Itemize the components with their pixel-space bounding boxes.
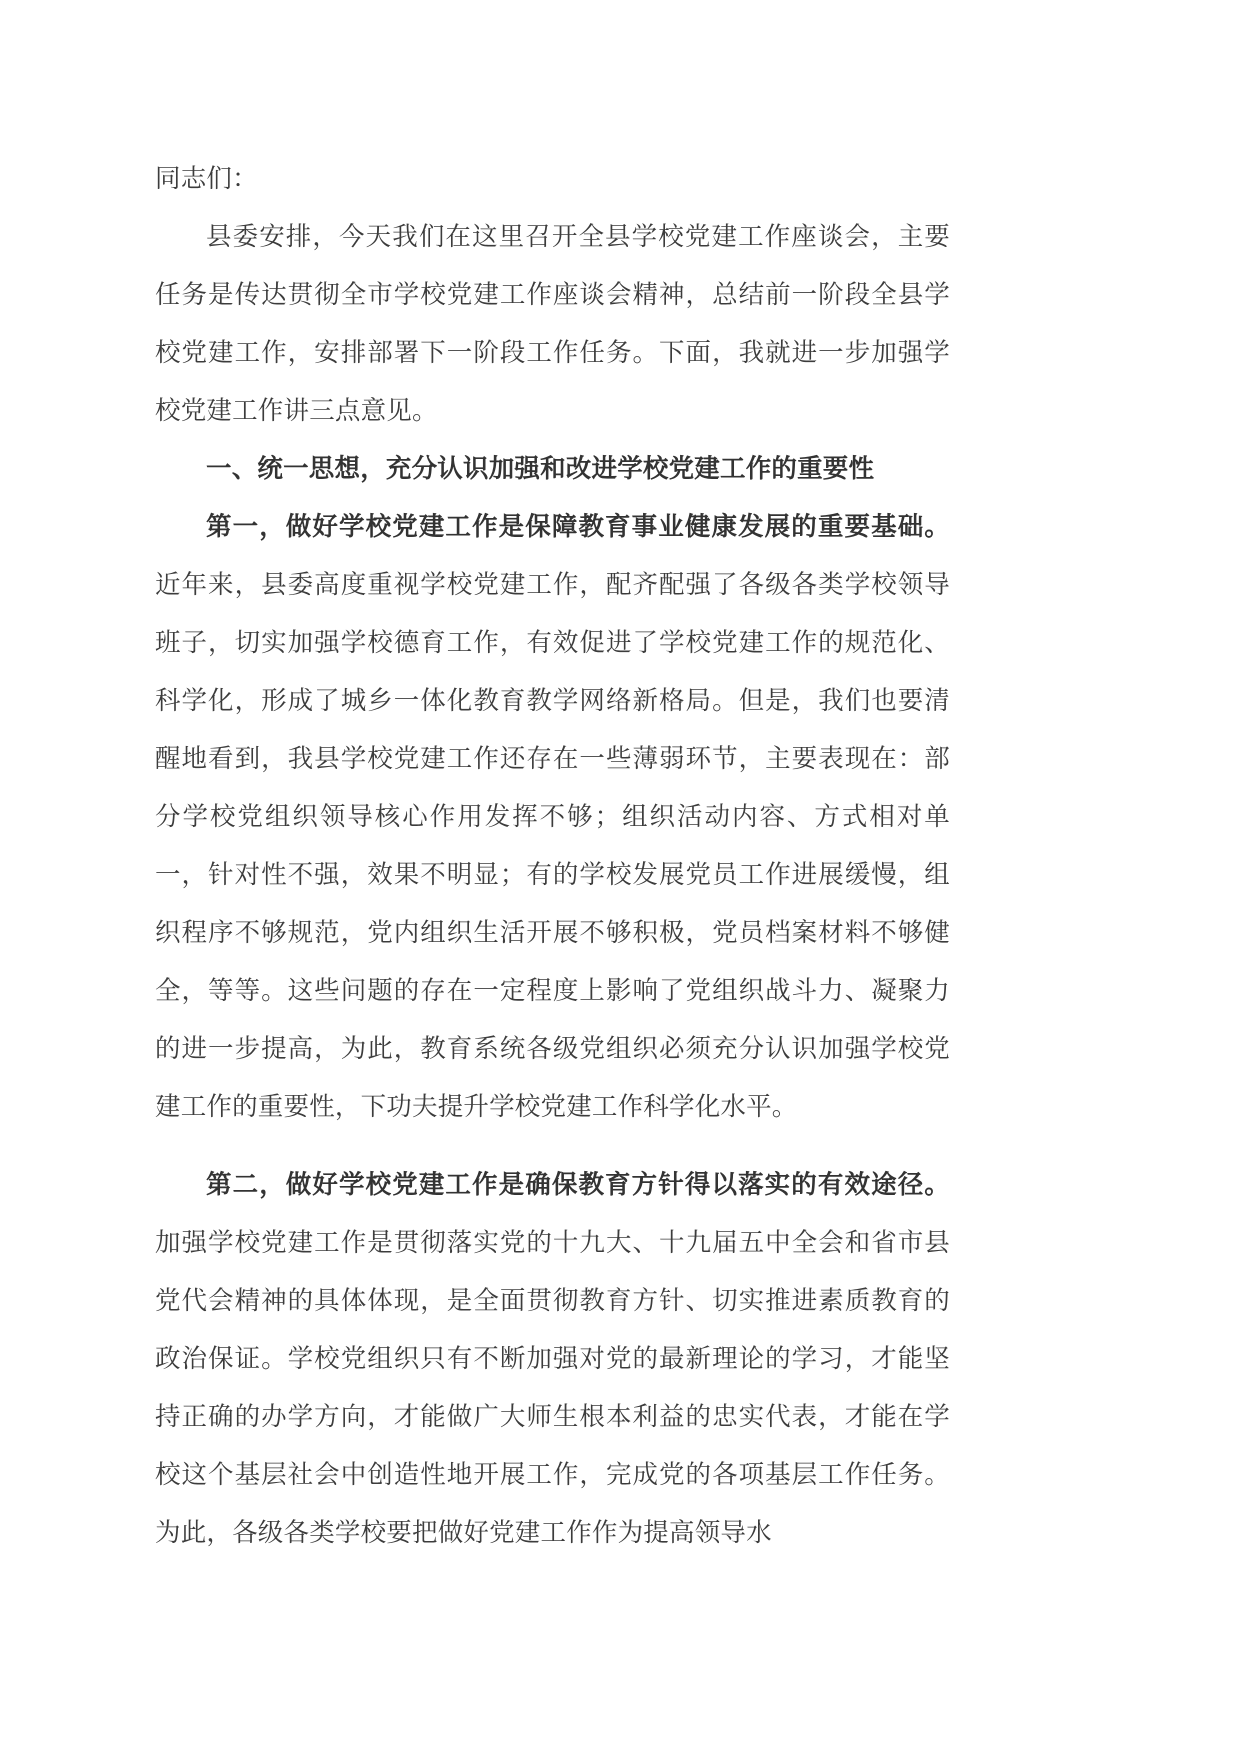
- salutation: 同志们：: [155, 165, 258, 193]
- paragraph-point-one: [155, 498, 950, 1136]
- point-one-text: 近年来，县委高度重视学校党建工作，配齐配强了各级各类学校领导班子，切实加强学校德育工作，有效促进了学校党建工作的规范化、科学化，形成了城乡一体化教育教学网络新格局。但是，我们也要清醒地看到，我县学校党建工作还存在一些薄弱环节，主要表现在：部分学校党组织领导核心作用发挥不够；组织活动内容、方式相对单一，针对性不强，效果不明显；有的学校发展党员工作进展缓慢，组织程序不够规范，党内组织生活开展不够积极，党员档案材料不够健全，等等。这些问题的存在一定程度上影响了党组织战斗力、凝聚力的进一步提高，为此，教育系统各级党组织必须充分认识加强学校党建工作的重要性，下功夫提升学校党建工作科学化水平。: [155, 571, 950, 1121]
- point-two-text: 加强学校党建工作是贯彻落实党的十九大、十九届五中全会和省市县党代会精神的具体体现，是全面贯彻教育方针、切实推进素质教育的政治保证。学校党组织只有不断加强对党的最新理论的学习，才能坚持正确的办学方向，才能做广大师生根本利益的忠实代表，才能在学校这个基层社会中创造性地开展工作，完成党的各项基层工作任务。为此，各级各类学校要把做好党建工作作为提高领导水: [155, 1229, 950, 1547]
- paragraph-point-two: [155, 1156, 950, 1562]
- document-body: [155, 150, 950, 1562]
- point-one-lead: 第一，做好学校党建工作是保障教育事业健康发展的重要基础。: [206, 513, 950, 541]
- paragraph-intro: 县委安排，今天我们在这里召开全县学校党建工作座谈会，主要任务是传达贯彻全市学校党建工作座谈会精神，总结前一阶段全县学校党建工作，安排部署下一阶段工作任务。下面，我就进一步加强学校党建工作讲三点意见。: [155, 223, 950, 425]
- section-heading-one: 一、统一思想，充分认识加强和改进学校党建工作的重要性: [206, 455, 875, 483]
- point-two-lead: 第二，做好学校党建工作是确保教育方针得以落实的有效途径。: [206, 1171, 950, 1199]
